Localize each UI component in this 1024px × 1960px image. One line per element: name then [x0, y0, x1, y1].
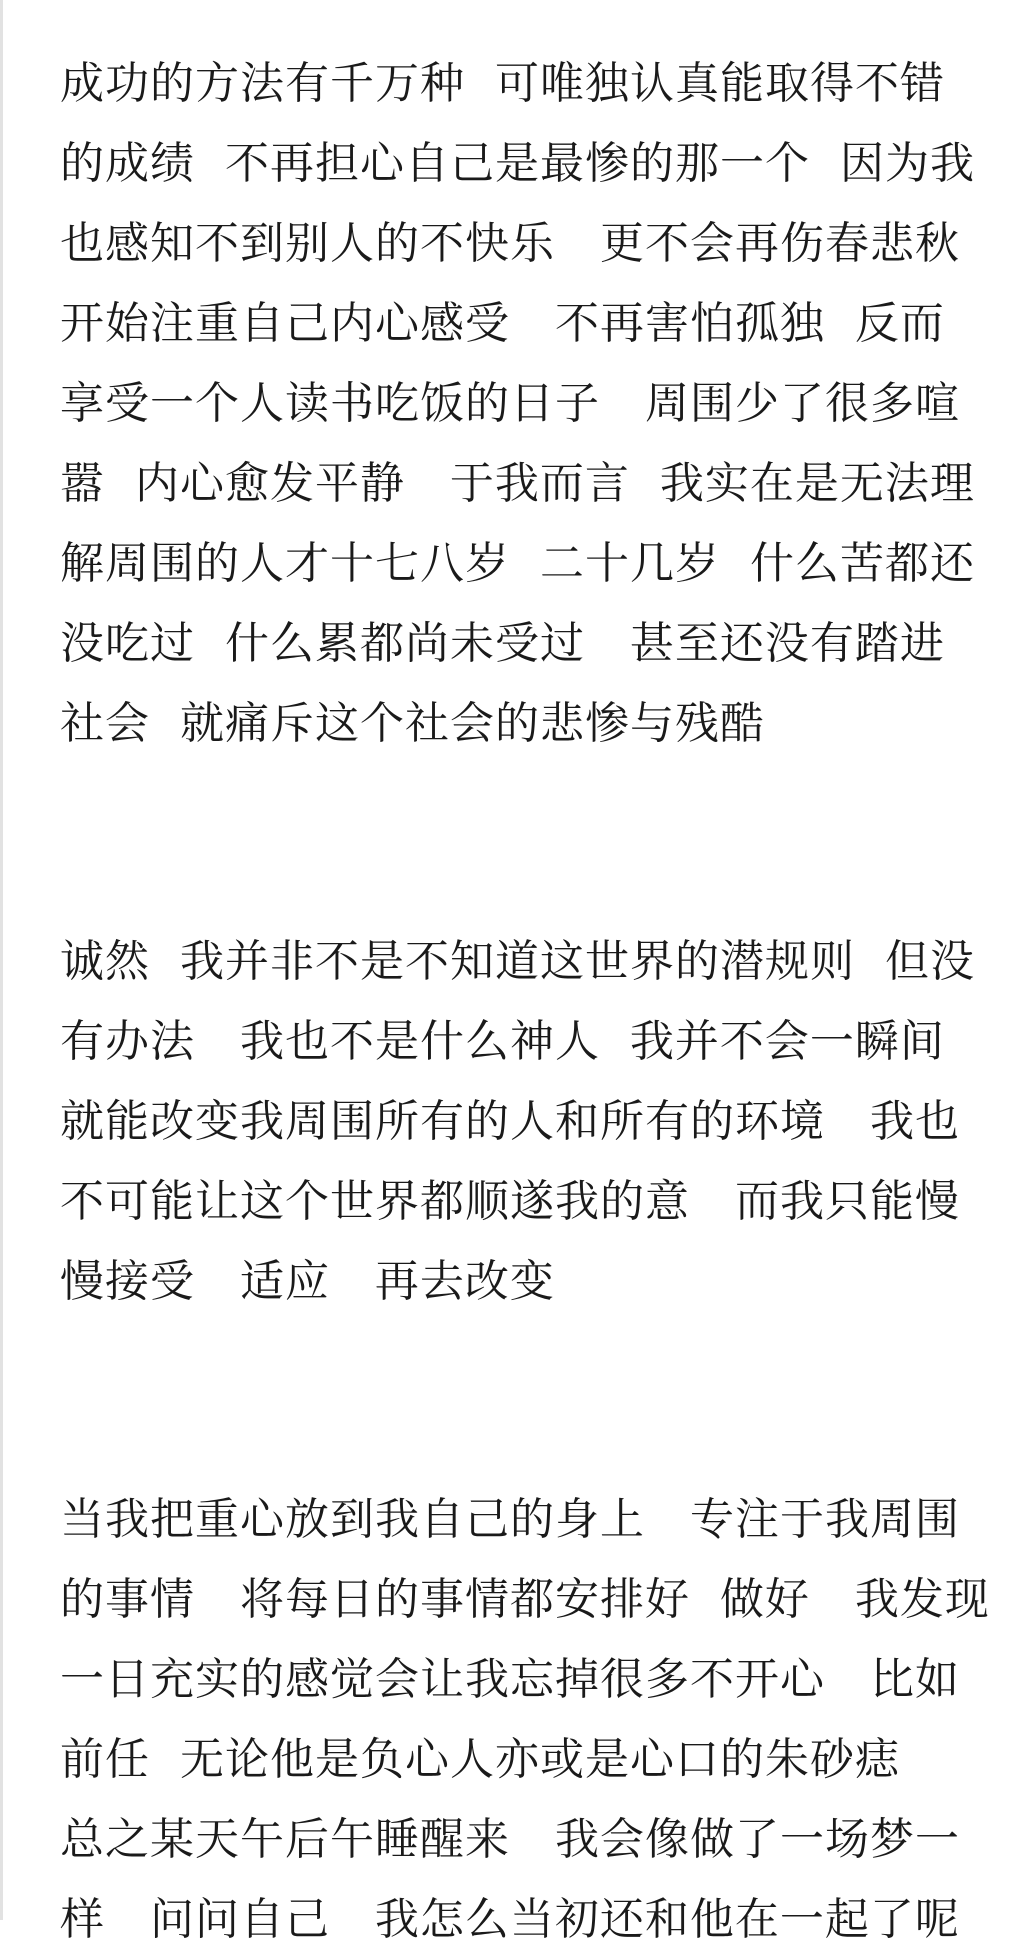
text-line: 总之某天午后午睡醒来 我会像做了一场梦一: [60, 1814, 960, 1865]
text-line: 没吃过 什么累都尚未受过 甚至还没有踏进: [60, 618, 945, 669]
text-line: 慢接受 适应 再去改变: [60, 1256, 555, 1307]
article-body: [60, 44, 1000, 1960]
text-line: 有办法 我也不是什么神人 我并不会一瞬间: [60, 1016, 945, 1067]
text-line: 也感知不到别人的不快乐 更不会再伤春悲秋: [60, 218, 960, 269]
text-line: 解周围的人才十七八岁 二十几岁 什么苦都还: [60, 538, 975, 589]
text-line: 享受一个人读书吃饭的日子 周围少了很多喧: [60, 378, 960, 429]
paragraph-3: [60, 922, 1000, 1322]
text-line: 的事情 将每日的事情都安排好 做好 我发现: [60, 1574, 990, 1625]
text-line: 样 问问自己 我怎么当初还和他在一起了呢: [60, 1894, 960, 1945]
text-line: 诚然 我并非不是不知道这世界的潜规则 但没: [60, 936, 975, 987]
text-line: 一日充实的感觉会让我忘掉很多不开心 比如: [60, 1654, 960, 1705]
text-line: 前任 无论他是负心人亦或是心口的朱砂痣: [60, 1734, 900, 1785]
paragraph-1: [60, 44, 1000, 284]
text-line: 成功的方法有千万种 可唯独认真能取得不错: [60, 58, 945, 109]
text-line: 嚣 内心愈发平静 于我而言 我实在是无法理: [60, 458, 975, 509]
text-line: 当我把重心放到我自己的身上 专注于我周围: [60, 1494, 960, 1545]
paragraph-spacer: [60, 1322, 1000, 1480]
text-line: 社会 就痛斥这个社会的悲惨与残酷: [60, 698, 765, 749]
text-line: 开始注重自己内心感受 不再害怕孤独 反而: [60, 298, 945, 349]
paragraph-4: [60, 1480, 1000, 1960]
paragraph-2: [60, 284, 1000, 764]
text-line: 不可能让这个世界都顺遂我的意 而我只能慢: [60, 1176, 960, 1227]
paragraph-spacer: [60, 764, 1000, 922]
text-line: 的成绩 不再担心自己是最惨的那一个 因为我: [60, 138, 975, 189]
left-edge-divider: [0, 0, 3, 1920]
text-line: 就能改变我周围所有的人和所有的环境 我也: [60, 1096, 960, 1147]
